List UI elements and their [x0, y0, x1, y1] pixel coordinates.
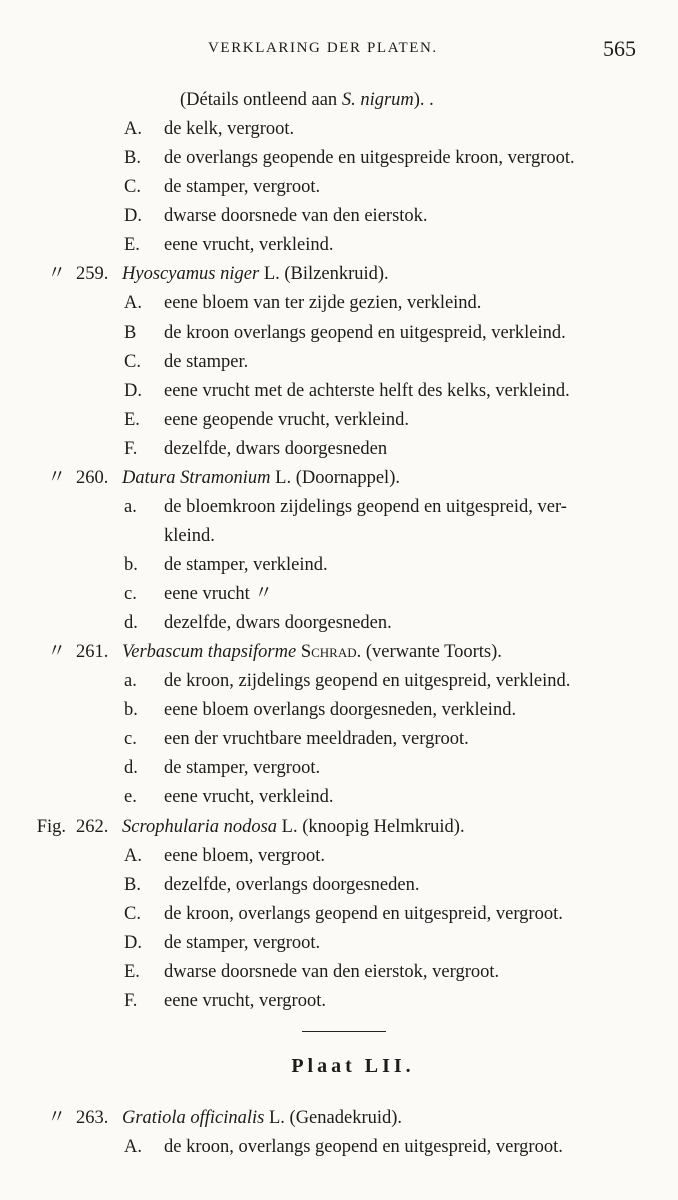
- item-text: eene bloem van ter zijde gezien, verkleind.: [164, 293, 482, 314]
- list-item: [0, 406, 678, 435]
- list-item: [0, 435, 678, 464]
- author-name: Schrad.: [296, 642, 362, 663]
- item-text: eene bloem overlangs doorgesneden, verkleind.: [164, 700, 517, 721]
- list-item: [0, 754, 678, 783]
- item-text: de overlangs geopende en uitgespreide kroon, vergroot.: [164, 148, 575, 169]
- list-item: [0, 1133, 678, 1162]
- item-text: de kroon, overlangs geopend en uitgespreid, vergroot.: [164, 903, 563, 924]
- list-item: [0, 609, 678, 638]
- figure-prefix: 〃: [47, 264, 66, 285]
- item-letter: A.: [124, 293, 142, 314]
- item-letter: A.: [124, 845, 142, 866]
- item-text: dezelfde, dwars doorgesneden.: [164, 613, 392, 634]
- common-name: L. (knoopig Helmkruid).: [277, 816, 465, 837]
- item-letter: a.: [124, 671, 137, 692]
- item-text: dwarse doorsnede van den eierstok, vergroot.: [164, 961, 500, 982]
- list-item: [0, 725, 678, 754]
- item-letter: F.: [124, 438, 138, 459]
- list-item: [0, 173, 678, 202]
- item-letter: C.: [124, 903, 141, 924]
- figure-entry: [0, 1104, 678, 1133]
- species-name: S. nigrum: [341, 90, 414, 110]
- note-text-before: (Détails ontleend aan: [180, 90, 342, 110]
- item-text: de kroon, zijdelings geopend en uitgespreid, verkleind.: [164, 671, 571, 692]
- item-letter: B: [124, 322, 137, 343]
- figure-number: 260.: [76, 467, 109, 488]
- list-item: [0, 551, 678, 580]
- item-text: eene vrucht, vergroot.: [164, 990, 326, 1011]
- note-text-after: ). .: [413, 90, 434, 110]
- figure-title: [122, 464, 400, 493]
- common-name: L. (Genadekruid).: [264, 1108, 403, 1128]
- detail-note: [0, 86, 678, 115]
- item-text: dezelfde, dwars doorgesneden: [164, 438, 388, 459]
- item-letter: b.: [124, 555, 138, 575]
- figure-prefix: 〃: [47, 1108, 66, 1128]
- figure-number: 261.: [76, 642, 109, 663]
- figure-entry: [0, 260, 678, 289]
- item-text: eene vrucht met de achterste helft des kelks, verkleind.: [164, 380, 570, 401]
- item-letter: A.: [124, 119, 142, 140]
- figure-title: [122, 260, 389, 289]
- list-item: [0, 144, 678, 173]
- item-text: de stamper, verkleind.: [164, 555, 328, 575]
- item-letter: b.: [124, 700, 138, 721]
- item-letter: B.: [124, 874, 141, 895]
- item-text: dezelfde, overlangs doorgesneden.: [164, 874, 420, 895]
- figure-entry: [0, 813, 678, 842]
- item-text: eene vrucht 〃: [164, 584, 273, 604]
- species-name: Gratiola officinalis: [122, 1108, 265, 1128]
- section-divider: [302, 1031, 386, 1032]
- running-title: VERKLARING DER PLATEN.: [208, 40, 438, 56]
- item-letter: B.: [124, 148, 141, 169]
- figure-number: 262.: [76, 816, 109, 837]
- item-letter: E.: [124, 235, 140, 256]
- item-letter: A.: [124, 1137, 142, 1158]
- item-letter: e.: [124, 787, 137, 808]
- common-name: (verwante Toorts).: [361, 642, 502, 663]
- list-item: [0, 319, 678, 348]
- figure-title: [122, 638, 502, 667]
- figure-entry: [0, 638, 678, 667]
- list-item: [0, 842, 678, 871]
- list-item: [0, 289, 678, 318]
- plate-heading: Plaat LII.: [291, 1055, 415, 1077]
- list-item: [0, 783, 678, 812]
- item-text: de stamper.: [164, 351, 249, 372]
- note-text: [180, 86, 434, 115]
- list-item: [0, 377, 678, 406]
- item-text: eene bloem, vergroot.: [164, 845, 325, 866]
- item-text: dwarse doorsnede van den eierstok.: [164, 206, 428, 227]
- item-text: de kroon overlangs geopend en uitgespreid, verkleind.: [164, 322, 566, 343]
- list-item: [0, 667, 678, 696]
- list-item: [0, 987, 678, 1016]
- figure-prefix: Fig.: [36, 816, 66, 837]
- figure-number: 263.: [76, 1108, 109, 1128]
- item-text: kleind.: [164, 525, 215, 546]
- figure-prefix: 〃: [47, 642, 66, 663]
- item-text: de kelk, vergroot.: [164, 119, 295, 140]
- item-letter: E.: [124, 409, 140, 430]
- list-item: [0, 115, 678, 144]
- species-name: Verbascum thapsiforme: [122, 642, 297, 663]
- list-item: [0, 871, 678, 900]
- item-letter: C.: [124, 351, 141, 372]
- item-letter: F.: [124, 990, 138, 1011]
- item-letter: d.: [124, 613, 138, 634]
- list-item: [0, 493, 678, 522]
- item-letter: c.: [124, 729, 137, 750]
- list-item: [0, 929, 678, 958]
- list-item-continuation: [0, 522, 678, 551]
- figure-entry: [0, 464, 678, 493]
- list-item: [0, 348, 678, 377]
- item-letter: D.: [124, 380, 142, 401]
- figure-number: 259.: [76, 264, 109, 285]
- item-text: eene geopende vrucht, verkleind.: [164, 409, 410, 430]
- item-letter: D.: [124, 206, 142, 227]
- common-name: L. (Bilzenkruid).: [259, 264, 389, 285]
- list-item: [0, 958, 678, 987]
- item-letter: c.: [124, 584, 137, 604]
- item-letter: E.: [124, 961, 140, 982]
- list-item: [0, 202, 678, 231]
- list-item: [0, 696, 678, 725]
- item-text: eene vrucht, verkleind.: [164, 235, 334, 256]
- list-item: [0, 231, 678, 260]
- item-text: eene vrucht, verkleind.: [164, 787, 334, 808]
- common-name: L. (Doornappel).: [270, 467, 400, 488]
- figure-title: [122, 1104, 402, 1133]
- list-item: [0, 580, 678, 609]
- item-text: de kroon, overlangs geopend en uitgespreid, vergroot.: [164, 1137, 563, 1158]
- item-letter: d.: [124, 758, 138, 779]
- species-name: Scrophularia nodosa: [122, 816, 278, 837]
- page-header: [0, 36, 678, 70]
- item-text: de bloemkroon zijdelings geopend en uitgespreid, ver-: [164, 496, 567, 517]
- figure-prefix: 〃: [47, 467, 66, 488]
- item-letter: a.: [124, 496, 137, 517]
- item-text: een der vruchtbare meeldraden, vergroot.: [164, 729, 469, 750]
- list-item: [0, 900, 678, 929]
- item-text: de stamper, vergroot.: [164, 177, 321, 198]
- species-name: Datura Stramonium: [122, 467, 271, 488]
- species-name: Hyoscyamus niger: [122, 264, 260, 285]
- item-text: de stamper, vergroot.: [164, 932, 321, 953]
- item-text: de stamper, vergroot.: [164, 758, 321, 779]
- figure-title: [122, 813, 465, 842]
- item-letter: C.: [124, 177, 141, 198]
- item-letter: D.: [124, 932, 142, 953]
- page-number: 565: [603, 36, 636, 61]
